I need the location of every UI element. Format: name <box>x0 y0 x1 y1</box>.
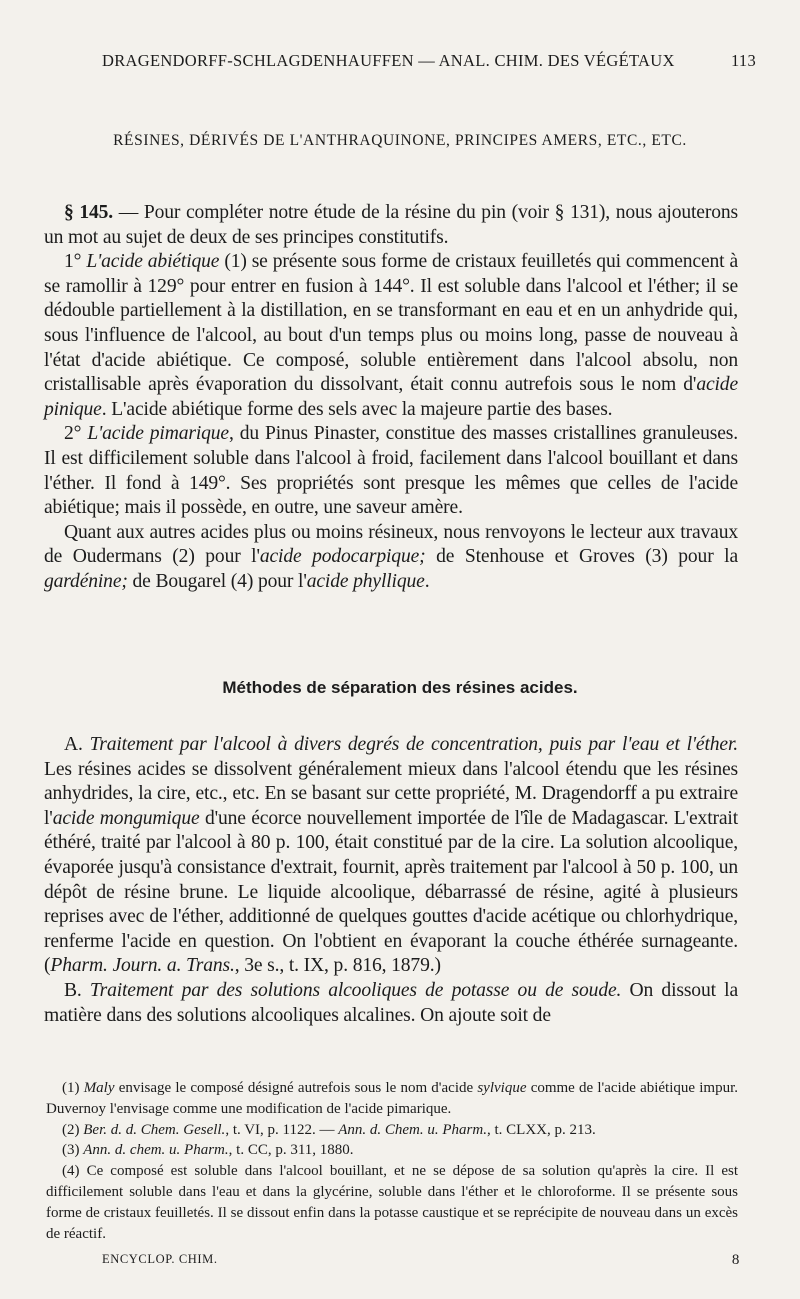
page-footer <box>46 1252 740 1272</box>
page-number: 113 <box>730 51 756 70</box>
main-text-upper <box>44 201 738 595</box>
method-b-title: Traitement par des solutions alcooliques de potasse ou de soude. <box>89 979 622 1001</box>
term-pinic-acid: acide pinique <box>44 374 738 420</box>
section-heading: RÉSINES, DÉRIVÉS DE L'ANTHRAQUINONE, PRINCIPES AMERS, ETC., ETC. <box>113 132 687 149</box>
paragraph-pimaric-acid: 2° L'acide pimarique, du Pinus Pinaster, constitue des masses cristallines granuleuses. Il est difficilement soluble dans l'alcool à froid, facilement dans l'alcool bouillant et dans l'éther. Il fond à 149°. Ses propriétés sont presque les mêmes que celles de l'acide abiétique; mais il possède, en outre, une saveur amère. <box>44 423 738 519</box>
section-mark: § 145. <box>64 202 114 223</box>
main-text-lower <box>44 733 738 1028</box>
footnote-2: (2) Ber. d. d. Chem. Gesell., t. VI, p. 1122. — Ann. d. Chem. u. Pharm., t. CLXX, p. 213. <box>62 1121 596 1138</box>
methods-heading: Méthodes de séparation des résines acides. <box>222 678 578 697</box>
sheet-number: 8 <box>731 1252 740 1268</box>
paragraph-method-b: B. Traitement par des solutions alcooliques de potasse ou de soude. On dissout la matière dans des solutions alcooliques alcalines. On ajoute soit de <box>44 979 738 1026</box>
paragraph-145: § 145. — Pour compléter notre étude de la résine du pin (voir § 131), nous ajouterons un mot au sujet de deux de ses principes constitutifs. <box>44 202 738 248</box>
footnote-3: (3) Ann. d. chem. u. Pharm., t. CC, p. 311, 1880. <box>62 1142 354 1159</box>
term-abietic-acid: L'acide abiétique <box>86 251 220 273</box>
term-pimaric-acid: L'acide pimarique <box>87 423 229 445</box>
paragraph-abietic-acid: 1° L'acide abiétique (1) se présente sous forme de cristaux feuilletés qui commencent à se ramollir à 129° pour entrer en fusion à 144°. Il est soluble dans l'alcool et l'éther; il se dédouble partiellement à la distillation, en se transformant en eau et en un anhydride qui, sous l'influence de l'alcool, au bout d'un temps plus ou moins long, passe de nouveau à l'état d'acide abiétique. Ce composé, soluble entièrement dans l'alcool absolu, non cristallisable après évaporation du dissolvant, était connu autrefois sous le nom d'acide pinique. L'acide abiétique forme des sels avec la majeure partie des bases. <box>44 251 738 420</box>
running-title: DRAGENDORFF-SCHLAGDENHAUFFEN — ANAL. CHIM. DES VÉGÉTAUX <box>102 51 675 70</box>
method-a-title: Traitement par l'alcool à divers degrés de concentration, puis par l'eau et l'éther. <box>89 734 739 755</box>
running-header <box>46 51 756 75</box>
paragraph-method-a: A. Traitement par l'alcool à divers degrés de concentration, puis par l'eau et l'éther. Les résines acides se dissolvent généralement mieux dans l'alcool étendu que les résines anhydrides, la cire, etc., etc. En se basant sur cette propriété, M. Dragendorff a pu extraire l'acide mongumique d'une écorce nouvellement importée de l'île de Madagascar. L'extrait éthéré, traité par l'alcool à 80 p. 100, était constitué par de la cire. La solution alcoolique, évaporée jusqu'à consistance d'extrait, fournit, après traitement par l'alcool à 50 p. 100, un dépôt de résine brune. Le liquide alcoolique, débarrassé de résine, agité à plusieurs reprises avec de l'éther, additionné de quelques gouttes d'acide acétique ou chlorhydrique, renferme l'acide en question. On l'obtient en évaporant la couche éthérée surnageante. (Pharm. Journ. a. Trans., 3e s., t. IX, p. 816, 1879.) <box>44 734 739 977</box>
footnote-1: (1) Maly envisage le composé désigné autrefois sous le nom d'acide sylvique comme de l'acide abiétique impur. Duvernoy l'envisage comme une modification de l'acide pimarique. <box>46 1080 738 1117</box>
footnotes <box>46 1078 738 1244</box>
paragraph-other-acids: Quant aux autres acides plus ou moins résineux, nous renvoyons le lecteur aux travaux de Oudermans (2) pour l'acide podocarpique; de Stenhouse et Groves (3) pour la gardénine; de Bougarel (4) pour l'acide phyllique. <box>44 521 738 592</box>
footnote-4: (4) Ce composé est soluble dans l'alcool bouillant, et ne se dépose de sa solution qu'après la cire. Il est difficilement soluble dans l'eau et dans la glycérine, soluble dans l'éther et le chloroforme. Il se présente sous forme de cristaux feuilletés. Il se dissout enfin dans la potasse caustique et se reprécipite de nouveau dans un excès de réactif. <box>46 1163 739 1242</box>
signature-mark: ENCYCLOP. CHIM. <box>102 1252 218 1266</box>
